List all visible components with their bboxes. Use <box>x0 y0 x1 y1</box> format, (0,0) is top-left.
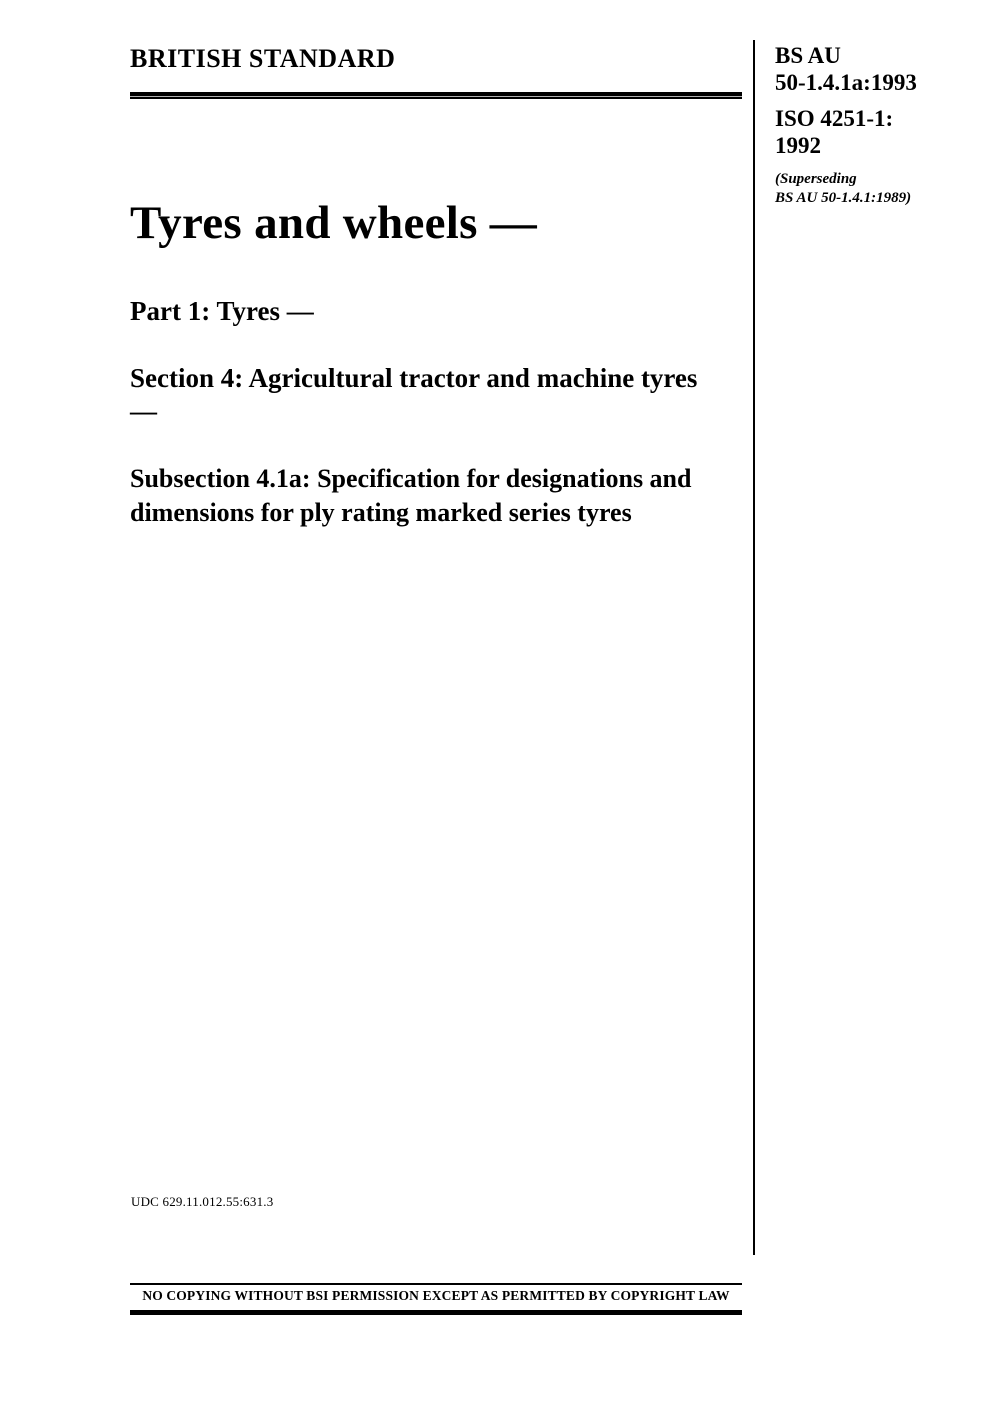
header-rule <box>130 92 742 99</box>
reference-line-2: 50-1.4.1a:1993 <box>775 70 917 95</box>
standard-reference-block <box>775 42 975 208</box>
superseding-line-1: (Superseding <box>775 171 857 187</box>
document-part-title: Part 1: Tyres — <box>130 296 314 326</box>
udc-code: UDC 629.11.012.55:631.3 <box>131 1194 274 1209</box>
superseding-note <box>775 170 975 208</box>
superseding-line-2: BS AU 50-1.4.1:1989) <box>775 190 912 206</box>
reference-line-3: ISO 4251-1: <box>775 106 894 131</box>
bsi-logo <box>775 1228 951 1326</box>
vertical-divider <box>753 40 755 1255</box>
document-title: Tyres and wheels — <box>130 197 538 249</box>
british-standard-header: BRITISH STANDARD <box>130 44 396 73</box>
footer-rule-bottom <box>130 1310 742 1315</box>
document-section-title: Section 4: Agricultural tractor and machine tyres — <box>130 363 698 426</box>
reference-line-4: 1992 <box>775 133 821 158</box>
reference-spacer <box>775 96 975 105</box>
document-subsection-title: Subsection 4.1a: Specification for designations and dimensions for ply rating marked series tyres <box>130 464 692 527</box>
copyright-notice: NO COPYING WITHOUT BSI PERMISSION EXCEPT AS PERMITTED BY COPYRIGHT LAW <box>142 1288 730 1303</box>
footer-rule-top <box>130 1283 742 1285</box>
reference-line-1: BS AU <box>775 43 841 68</box>
